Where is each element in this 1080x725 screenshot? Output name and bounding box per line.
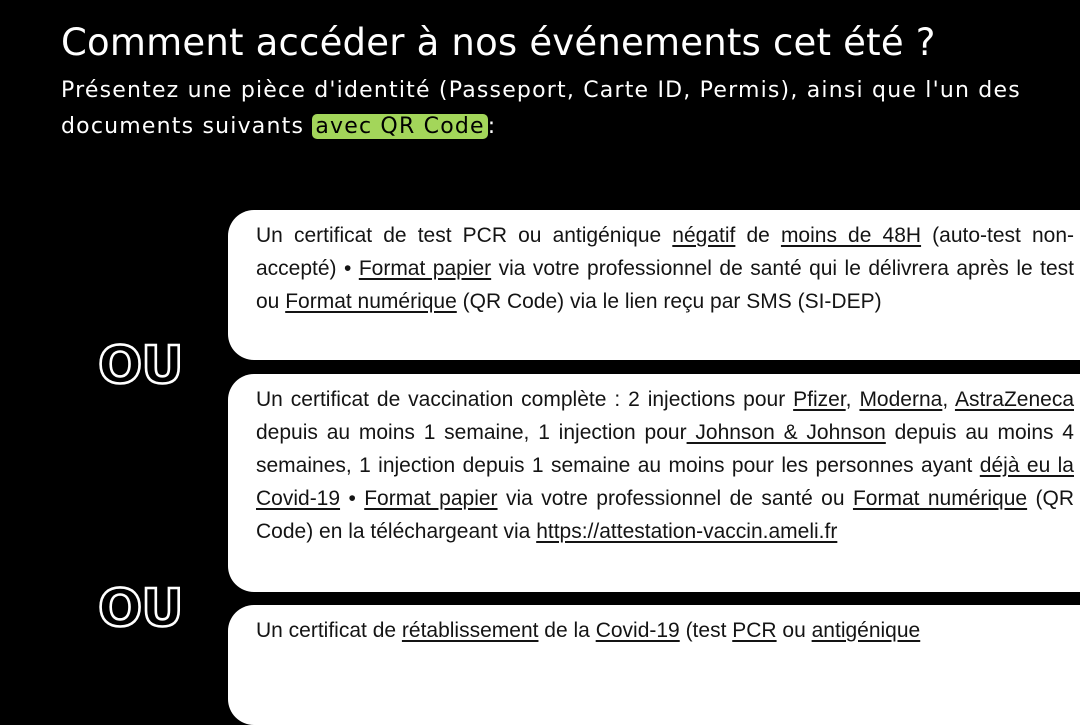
format-papier-link[interactable]: Format papier (358, 257, 492, 280)
card-text: de (735, 224, 781, 247)
subtitle-text: Présentez une pièce d'identité (Passeport, Carte ID, Permis), ainsi que l'un des documents suivants (61, 78, 1021, 139)
ou-separator-2 (97, 580, 207, 632)
deja-eu-covid-link[interactable]: déjà eu la Covid-19 (256, 454, 1074, 510)
card-recovery (228, 605, 1080, 725)
card-text: depuis au moins 4 semaines, 1 injection depuis 1 semaine au moins pour les personnes ayant (256, 421, 1074, 477)
negatif-link[interactable]: négatif (672, 224, 736, 247)
johnson-link[interactable]: Johnson & Johnson (686, 421, 886, 444)
card-pcr-test (228, 210, 1080, 360)
pfizer-link[interactable]: Pfizer (793, 388, 846, 411)
card-text: • (340, 487, 365, 510)
card-text: depuis au moins 1 semaine, 1 injection pour (256, 421, 687, 444)
subtitle-suffix: : (487, 114, 497, 139)
astrazeneca-link[interactable]: AstraZeneca (954, 388, 1074, 411)
pcr-link[interactable]: PCR (732, 619, 777, 642)
card-text: via votre professionnel de santé ou (497, 487, 853, 510)
ameli-url-link[interactable]: https://attestation-vaccin.ameli.fr (536, 520, 838, 543)
card-text: (QR Code) via le lien reçu par SMS (SI-DEP) (456, 290, 882, 313)
card-text: ou (776, 619, 812, 642)
card-text: via votre professionnel de santé qui le délivrera après le test ou (256, 257, 1074, 313)
subtitle (61, 73, 1051, 145)
ou-separator-1 (97, 337, 207, 389)
card-text: (test (679, 619, 733, 642)
format-numerique-link[interactable]: Format numérique (285, 290, 457, 313)
page-title: Comment accéder à nos événements cet été ? (61, 21, 936, 64)
moins-48h-link[interactable]: moins de 48H (780, 224, 922, 247)
qr-code-highlight: avec QR Code (312, 114, 487, 139)
covid-19-link[interactable]: Covid-19 (595, 619, 680, 642)
ou-outline-text (97, 580, 207, 632)
ou-label: OU (98, 337, 183, 389)
antigenique-link[interactable]: antigénique (811, 619, 921, 642)
card-text: Un certificat de vaccination complète : 2 injections pour (256, 388, 794, 411)
format-numerique-link[interactable]: Format numérique (852, 487, 1028, 510)
card-text: Un certificat de test PCR ou antigénique (256, 224, 673, 247)
ou-outline-text (97, 337, 207, 389)
ou-label: OU (98, 580, 183, 632)
card-vaccination (228, 374, 1080, 592)
card-text: , (942, 388, 955, 411)
card-text: (auto-test non-accepté) • (256, 224, 1075, 280)
card-text: Un certificat de (256, 619, 402, 642)
moderna-link[interactable]: Moderna (859, 388, 943, 411)
format-papier-link[interactable]: Format papier (364, 487, 498, 510)
retablissement-link[interactable]: rétablissement (401, 619, 539, 642)
card-text: (QR Code) en la téléchargeant via (256, 487, 1075, 543)
card-text: , (845, 388, 860, 411)
card-text: de la (538, 619, 596, 642)
